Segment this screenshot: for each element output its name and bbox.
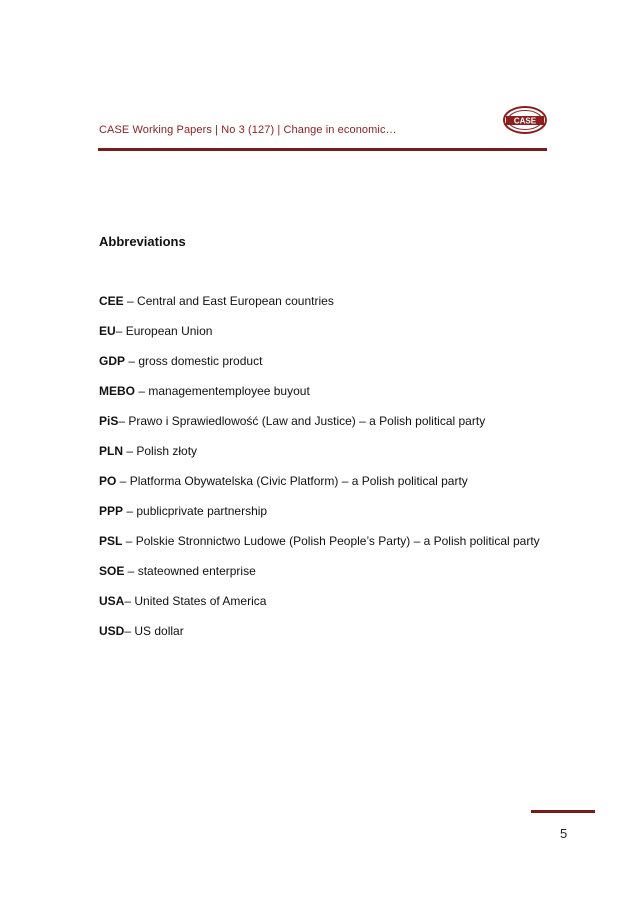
abbreviation-item bbox=[99, 413, 540, 443]
abbreviation-separator: – bbox=[123, 504, 137, 518]
abbreviation-list bbox=[99, 293, 540, 653]
abbreviation-definition: Prawo i Sprawiedlowość (Law and Justice) – a Polish political party bbox=[128, 414, 486, 428]
abbreviation-item bbox=[99, 323, 540, 353]
abbreviation-item bbox=[99, 293, 540, 323]
abbreviation-definition: managementemployee buyout bbox=[148, 384, 310, 398]
abbreviation-separator: – bbox=[123, 444, 137, 458]
abbreviation-term: PSL bbox=[99, 534, 123, 548]
abbreviation-definition: Platforma Obywatelska (Civic Platform) – a Polish political party bbox=[129, 474, 468, 488]
abbreviation-item bbox=[99, 383, 540, 413]
abbreviation-definition: gross domestic product bbox=[138, 354, 263, 368]
abbreviation-separator: – bbox=[122, 534, 136, 548]
abbreviation-term: GDP bbox=[99, 354, 126, 368]
abbreviation-separator: – bbox=[123, 294, 138, 308]
abbreviation-separator: – bbox=[124, 624, 135, 638]
abbreviation-term: PiS bbox=[99, 414, 119, 428]
abbreviation-separator: – bbox=[124, 594, 135, 608]
abbreviation-separator: – bbox=[125, 354, 139, 368]
abbreviation-term: PPP bbox=[99, 504, 124, 518]
abbreviation-term: SOE bbox=[99, 564, 125, 578]
abbreviation-definition: stateowned enterprise bbox=[137, 564, 256, 578]
case-logo bbox=[502, 105, 548, 135]
abbreviation-item bbox=[99, 443, 540, 473]
abbreviation-term: PLN bbox=[99, 444, 123, 458]
abbreviation-definition: Polish złoty bbox=[136, 444, 198, 458]
page-number: 5 bbox=[560, 826, 568, 841]
abbreviation-item bbox=[99, 593, 540, 623]
abbreviation-term: EU bbox=[99, 324, 116, 338]
header-divider bbox=[98, 148, 547, 151]
abbreviation-separator: – bbox=[118, 414, 129, 428]
abbreviation-term: PO bbox=[99, 474, 117, 488]
abbreviation-item bbox=[99, 353, 540, 383]
running-header: CASE Working Papers | No 3 (127) | Change in economic… bbox=[99, 124, 397, 136]
abbreviation-definition: US dollar bbox=[134, 624, 184, 638]
abbreviation-definition: European Union bbox=[125, 324, 213, 338]
abbreviation-separator: – bbox=[124, 564, 138, 578]
abbreviation-definition: Central and East European countries bbox=[137, 294, 334, 308]
abbreviation-definition: United States of America bbox=[134, 594, 267, 608]
abbreviation-separator: – bbox=[115, 324, 126, 338]
abbreviation-term: USD bbox=[99, 624, 125, 638]
abbreviation-item bbox=[99, 563, 540, 593]
abbreviation-term: USA bbox=[99, 594, 125, 608]
abbreviation-separator: – bbox=[135, 384, 149, 398]
abbreviation-definition: Polskie Stronnictwo Ludowe (Polish People’s Party) – a Polish political party bbox=[135, 534, 540, 548]
logo-text: CASE bbox=[513, 116, 537, 126]
abbreviation-item bbox=[99, 503, 540, 533]
abbreviation-term: CEE bbox=[99, 294, 124, 308]
abbreviation-separator: – bbox=[116, 474, 130, 488]
footer-divider bbox=[531, 810, 595, 813]
abbreviation-item bbox=[99, 473, 540, 503]
abbreviation-definition: publicprivate partnership bbox=[136, 504, 268, 518]
section-heading: Abbreviations bbox=[99, 234, 186, 249]
abbreviation-item bbox=[99, 623, 540, 653]
abbreviation-term: MEBO bbox=[99, 384, 135, 398]
abbreviation-item bbox=[99, 533, 540, 563]
